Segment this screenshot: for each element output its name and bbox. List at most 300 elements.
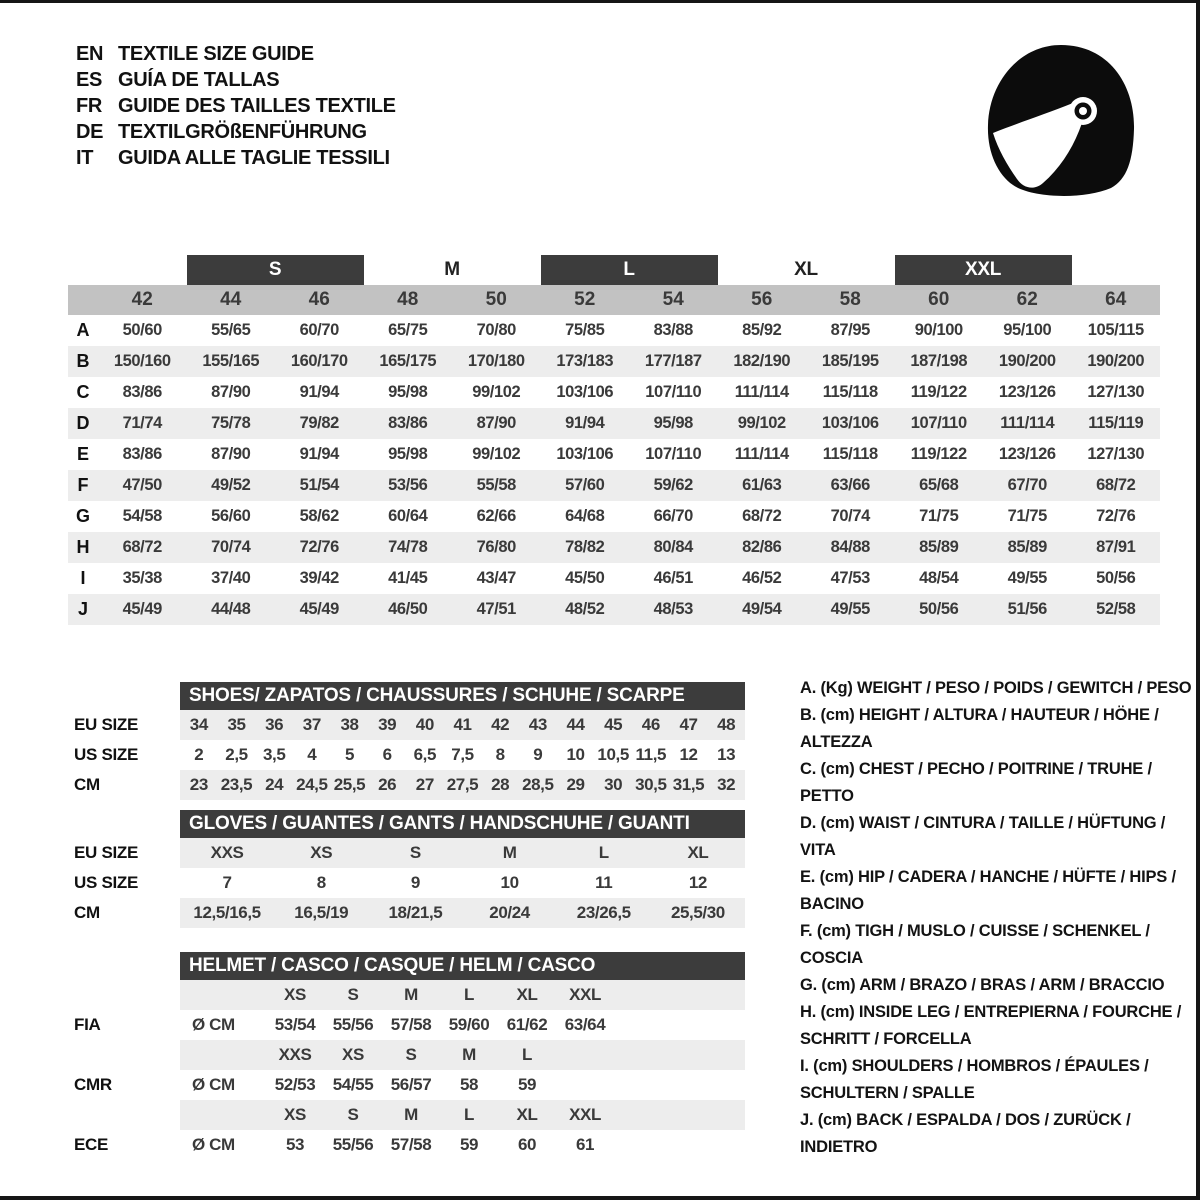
size-value: M <box>404 1105 418 1124</box>
size-value: 62/66 <box>476 507 516 525</box>
size-value: 38 <box>340 715 359 734</box>
size-value: 68/72 <box>1096 476 1136 494</box>
size-group-xxl: XXL <box>895 255 1072 285</box>
row-cells <box>180 868 745 898</box>
size-value: L <box>464 985 474 1004</box>
numeric-size: 42 <box>131 289 153 310</box>
size-value: 82/86 <box>742 538 782 556</box>
row-label: EU SIZE <box>74 843 139 862</box>
size-value: 119/122 <box>910 445 967 463</box>
table-row <box>68 1100 745 1130</box>
size-value: L <box>464 1105 474 1124</box>
size-value: 71/75 <box>1007 507 1047 525</box>
size-value: 95/98 <box>388 383 428 401</box>
shoes-table-title: SHOES/ ZAPATOS / CHAUSSURES / SCHUHE / SCARPE <box>180 682 745 710</box>
size-value: 71/75 <box>919 507 959 525</box>
size-value: 79/82 <box>299 414 339 432</box>
size-value: 75/85 <box>565 321 605 339</box>
size-value: 115/118 <box>822 445 878 463</box>
size-value: 107/110 <box>645 445 702 463</box>
size-value: 3,5 <box>262 745 286 764</box>
size-value: 31,5 <box>672 775 705 794</box>
row-label: US SIZE <box>74 745 139 764</box>
size-value: 43 <box>528 715 547 734</box>
size-value: 34 <box>189 715 208 734</box>
size-value: S <box>405 1045 417 1064</box>
size-value: 70/74 <box>211 538 251 556</box>
size-value: 150/160 <box>113 352 171 370</box>
size-value: 46/52 <box>742 569 782 587</box>
size-value: 23,5 <box>220 775 253 794</box>
size-value: 11 <box>595 873 613 892</box>
size-value: 10,5 <box>597 745 629 764</box>
size-value: S <box>347 1105 359 1124</box>
size-value: 90/100 <box>914 321 963 339</box>
size-value: 87/90 <box>211 445 251 463</box>
measurement-legend <box>800 675 1196 1161</box>
size-value: 95/98 <box>388 445 428 463</box>
size-value: 55/58 <box>476 476 516 494</box>
size-value: XL <box>516 985 538 1004</box>
size-value: 20/24 <box>489 903 530 922</box>
size-value: 43/47 <box>476 569 516 587</box>
size-value: 2,5 <box>225 745 248 764</box>
size-group-l: L <box>541 255 718 285</box>
numeric-size: 54 <box>662 289 684 310</box>
size-value: M <box>502 843 517 862</box>
size-value: 47/50 <box>122 476 162 494</box>
legend-item: G. (cm) ARM / BRAZO / BRAS / ARM / BRACCIO <box>800 976 1165 994</box>
page-title: GUIDE DES TAILLES TEXTILE <box>118 95 396 117</box>
unit-label: Ø CM <box>192 1135 235 1154</box>
size-value: 48 <box>717 715 736 734</box>
size-value: 40 <box>415 715 434 734</box>
shoes-size-table <box>68 682 745 800</box>
size-value: 8 <box>316 873 326 892</box>
size-value: 57/58 <box>390 1015 432 1034</box>
row-cells <box>180 838 745 868</box>
size-value: 35/38 <box>122 569 162 587</box>
size-value: 23/26,5 <box>576 903 631 922</box>
row-label: A <box>76 320 90 340</box>
racing-helmet-icon <box>978 37 1140 197</box>
size-value: 27,5 <box>446 775 479 794</box>
size-value: 68/72 <box>742 507 782 525</box>
size-value: 87/95 <box>830 321 870 339</box>
numeric-size: 62 <box>1016 289 1038 310</box>
page-title: TEXTILE SIZE GUIDE <box>118 43 314 65</box>
size-value: XXL <box>569 1105 601 1124</box>
row-label: C <box>76 382 90 402</box>
size-value: 53 <box>285 1135 305 1154</box>
size-value: 60/70 <box>299 321 339 339</box>
size-value: 46/51 <box>653 569 693 587</box>
size-value: 48/52 <box>565 600 605 618</box>
size-value: 190/200 <box>998 352 1056 370</box>
size-value: 91/94 <box>299 383 339 401</box>
size-group-header-row <box>68 255 1160 285</box>
row-label: B <box>76 351 90 371</box>
size-value: 30,5 <box>635 775 667 794</box>
size-value: 6 <box>382 745 392 764</box>
size-value: L <box>522 1045 532 1064</box>
size-value: 7 <box>222 873 232 892</box>
size-value: 45 <box>604 715 623 734</box>
table-row <box>68 315 1160 346</box>
size-value: 28 <box>491 775 510 794</box>
size-value: 25,5/30 <box>670 903 725 922</box>
gloves-rows <box>68 838 745 928</box>
size-value: XS <box>342 1045 364 1064</box>
size-value: 85/89 <box>919 538 959 556</box>
size-value: 10 <box>566 745 585 764</box>
size-value: 37 <box>302 715 321 734</box>
size-value: 56/57 <box>390 1075 432 1094</box>
size-value: XS <box>284 1105 306 1124</box>
size-value: 50/60 <box>122 321 162 339</box>
size-value: 27 <box>415 775 434 794</box>
page-title: GUÍA DE TALLAS <box>118 69 280 91</box>
table-row <box>68 532 1160 563</box>
size-value: 84/88 <box>830 538 870 556</box>
size-value: 75/78 <box>211 414 251 432</box>
language-code: ES <box>76 69 103 91</box>
size-value: 53/56 <box>388 476 428 494</box>
size-value: 49/52 <box>211 476 251 494</box>
row-label <box>68 1100 180 1130</box>
legend-item: F. (cm) TIGH / MUSLO / CUISSE / SCHENKEL / COSCIA <box>800 922 1150 967</box>
size-value: 64/68 <box>565 507 605 525</box>
size-value: 25,5 <box>333 775 366 794</box>
size-value: 59/62 <box>653 476 693 494</box>
size-value: 63/64 <box>564 1015 606 1034</box>
size-value: 70/74 <box>830 507 870 525</box>
language-title-row <box>76 119 396 145</box>
language-code: FR <box>76 95 103 117</box>
unit-label: Ø CM <box>192 1015 235 1034</box>
size-value: 36 <box>265 715 284 734</box>
numeric-size: 52 <box>574 289 596 310</box>
size-value: 51/54 <box>299 476 339 494</box>
size-value: 103/106 <box>556 445 614 463</box>
size-value: 74/78 <box>388 538 428 556</box>
size-value: 42 <box>491 715 510 734</box>
size-value: 7,5 <box>451 745 474 764</box>
size-value: 85/89 <box>1007 538 1047 556</box>
numeric-size: 58 <box>839 289 861 310</box>
size-value: 111/114 <box>734 445 789 463</box>
shoes-rows <box>68 710 745 800</box>
size-value: 39 <box>378 715 397 734</box>
language-code: EN <box>76 43 104 65</box>
table-row <box>68 470 1160 501</box>
row-cells <box>180 898 745 928</box>
size-value: S <box>347 985 359 1004</box>
row-cells <box>180 770 745 800</box>
numeric-size: 56 <box>751 289 773 310</box>
size-value: 9 <box>533 745 543 764</box>
size-value: 47/53 <box>830 569 870 587</box>
size-value: 119/122 <box>910 383 967 401</box>
size-value: 56/60 <box>211 507 251 525</box>
size-value: 85/92 <box>742 321 782 339</box>
size-value: 45/49 <box>122 600 162 618</box>
size-value: 9 <box>410 873 420 892</box>
legend-item: E. (cm) HIP / CADERA / HANCHE / HÜFTE / HIPS / BACINO <box>800 868 1176 913</box>
gloves-table-title: GLOVES / GUANTES / GANTS / HANDSCHUHE / GUANTI <box>180 810 745 838</box>
row-cells <box>180 1070 745 1100</box>
numeric-size: 60 <box>928 289 950 310</box>
size-value: 127/130 <box>1087 445 1145 463</box>
size-value: 155/165 <box>202 352 260 370</box>
size-value: XL <box>687 843 709 862</box>
table-row <box>68 980 745 1010</box>
size-value: 46/50 <box>388 600 428 618</box>
size-value: 55/65 <box>211 321 251 339</box>
size-value: 173/183 <box>556 352 614 370</box>
size-value: 70/80 <box>476 321 516 339</box>
table-row <box>68 1040 745 1070</box>
size-value: 115/119 <box>1088 414 1144 432</box>
row-cells <box>180 1100 745 1130</box>
size-value: 57/58 <box>390 1135 432 1154</box>
size-value: 63/66 <box>830 476 870 494</box>
size-value: 65/75 <box>388 321 428 339</box>
size-value: 87/90 <box>476 414 516 432</box>
size-value: 177/187 <box>644 352 702 370</box>
size-value: 66/70 <box>653 507 693 525</box>
size-value: 61/62 <box>506 1015 548 1034</box>
legend-item: H. (cm) INSIDE LEG / ENTREPIERNA / FOURCHE / SCHRITT / FORCELLA <box>800 1003 1182 1048</box>
table-row <box>68 563 1160 594</box>
size-value: 49/54 <box>742 600 782 618</box>
size-value: 24 <box>265 775 284 794</box>
size-value: 41 <box>453 715 472 734</box>
size-group-xl: XL <box>794 259 818 280</box>
size-value: 52/53 <box>274 1075 316 1094</box>
size-value: 59 <box>517 1075 537 1094</box>
size-value: 60/64 <box>388 507 428 525</box>
size-value: 29 <box>566 775 585 794</box>
size-value: 111/114 <box>1000 414 1055 432</box>
row-label: F <box>77 475 89 495</box>
legend-item: I. (cm) SHOULDERS / HOMBROS / ÉPAULES / SCHULTERN / SPALLE <box>800 1057 1149 1102</box>
table-row <box>68 1070 745 1100</box>
row-label: CM <box>74 775 100 794</box>
textile-size-table <box>68 255 1160 625</box>
language-code: IT <box>76 147 94 169</box>
size-value: L <box>598 843 609 862</box>
table-row <box>68 1010 745 1040</box>
size-value: 68/72 <box>122 538 162 556</box>
size-value: 58 <box>459 1075 479 1094</box>
legend-item: C. (cm) CHEST / PECHO / POITRINE / TRUHE / PETTO <box>800 760 1152 805</box>
size-value: 170/180 <box>467 352 525 370</box>
numeric-size: 64 <box>1105 289 1127 310</box>
size-value: 48/54 <box>919 569 959 587</box>
size-value: 115/118 <box>822 383 878 401</box>
size-value: 47/51 <box>476 600 516 618</box>
table-row <box>68 770 745 800</box>
measurement-rows <box>68 315 1160 625</box>
numeric-size: 50 <box>485 289 507 310</box>
size-value: 55/56 <box>332 1135 374 1154</box>
language-title-row <box>76 67 396 93</box>
helmet-rows <box>68 980 745 1160</box>
table-row <box>68 346 1160 377</box>
size-value: 99/102 <box>472 383 521 401</box>
size-value: 6,5 <box>413 745 437 764</box>
row-label: CM <box>74 903 100 922</box>
size-value: 12 <box>679 745 698 764</box>
size-value: 49/55 <box>830 600 870 618</box>
legend-item: A. (Kg) WEIGHT / PESO / POIDS / GEWITCH / PESO <box>800 679 1192 697</box>
page-title: GUIDA ALLE TAGLIE TESSILI <box>118 147 390 169</box>
size-value: 83/86 <box>122 445 162 463</box>
size-value: 78/82 <box>565 538 605 556</box>
size-value: 49/55 <box>1007 569 1047 587</box>
size-group-s: S <box>187 255 364 285</box>
helmet-table-title: HELMET / CASCO / CASQUE / HELM / CASCO <box>180 952 745 980</box>
size-value: XS <box>310 843 333 862</box>
size-value: 50/56 <box>1096 569 1136 587</box>
language-title-list <box>76 41 396 171</box>
size-value: M <box>404 985 418 1004</box>
language-title-row <box>76 41 396 67</box>
size-value: 41/45 <box>388 569 428 587</box>
size-value: 80/84 <box>653 538 693 556</box>
size-value: 61/63 <box>742 476 782 494</box>
table-row <box>68 594 1160 625</box>
size-value: 5 <box>344 745 355 764</box>
row-label <box>68 980 180 1010</box>
size-value: 105/115 <box>1087 321 1144 339</box>
size-value: 185/195 <box>821 352 879 370</box>
table-row <box>68 377 1160 408</box>
table-row <box>68 501 1160 532</box>
size-value: 91/94 <box>565 414 605 432</box>
row-label: E <box>76 444 89 464</box>
size-value: 2 <box>194 745 204 764</box>
row-cells <box>180 1010 745 1040</box>
size-value: 44 <box>566 715 585 734</box>
size-value: 55/56 <box>332 1015 374 1034</box>
row-label: FIA <box>74 1015 101 1034</box>
size-value: 10 <box>500 873 519 892</box>
row-cells <box>180 1130 745 1160</box>
size-value: 72/76 <box>1096 507 1136 525</box>
row-cells <box>180 710 745 740</box>
table-row <box>68 1130 745 1160</box>
legend-item: B. (cm) HEIGHT / ALTURA / HAUTEUR / HÖHE / ALTEZZA <box>800 706 1159 751</box>
size-value: XXS <box>278 1045 312 1064</box>
table-row <box>68 898 745 928</box>
size-value: 54/58 <box>122 507 162 525</box>
row-label: J <box>77 599 88 619</box>
row-label: G <box>75 506 90 526</box>
helmet-size-table <box>68 952 745 1160</box>
size-value: 12 <box>688 873 707 892</box>
size-value: 59 <box>459 1135 479 1154</box>
language-title-row <box>76 145 396 171</box>
size-value: 28,5 <box>522 775 554 794</box>
row-label: CMR <box>74 1075 112 1094</box>
size-value: 127/130 <box>1087 383 1145 401</box>
size-group-m: M <box>444 259 460 280</box>
size-value: 8 <box>495 745 505 764</box>
numeric-size-row <box>68 285 1160 315</box>
size-value: 23 <box>189 775 208 794</box>
legend-item: D. (cm) WAIST / CINTURA / TAILLE / HÜFTUNG / VITA <box>800 814 1166 859</box>
size-value: 18/21,5 <box>388 903 443 922</box>
size-value: 182/190 <box>733 352 791 370</box>
size-value: 32 <box>717 775 736 794</box>
row-label: I <box>80 568 86 588</box>
size-value: 111/114 <box>734 383 789 401</box>
size-value: 4 <box>307 745 317 764</box>
size-value: 103/106 <box>556 383 614 401</box>
size-value: 51/56 <box>1007 600 1047 618</box>
size-value: 54/55 <box>332 1075 374 1094</box>
size-value: 87/90 <box>211 383 251 401</box>
row-label: ECE <box>74 1135 109 1154</box>
row-cells <box>180 980 745 1010</box>
size-value: 71/74 <box>122 414 162 432</box>
size-value: 95/100 <box>1003 321 1052 339</box>
language-title-row <box>76 93 396 119</box>
size-value: 46 <box>641 715 660 734</box>
size-value: 107/110 <box>910 414 967 432</box>
size-value: 72/76 <box>299 538 339 556</box>
row-label: US SIZE <box>74 873 139 892</box>
size-value: 123/126 <box>998 383 1056 401</box>
row-label <box>68 1040 180 1070</box>
table-row <box>68 408 1160 439</box>
size-value: 26 <box>378 775 397 794</box>
size-value: 47 <box>679 715 698 734</box>
size-value: 83/88 <box>653 321 693 339</box>
size-value: 11,5 <box>635 745 667 764</box>
table-row <box>68 740 745 770</box>
size-value: 95/98 <box>653 414 693 432</box>
size-value: 37/40 <box>211 569 251 587</box>
gloves-size-table <box>68 810 745 928</box>
size-value: 24,5 <box>296 775 328 794</box>
size-value: 53/54 <box>274 1015 316 1034</box>
size-value: 190/200 <box>1087 352 1145 370</box>
table-row <box>68 838 745 868</box>
size-value: 12,5/16,5 <box>193 903 261 922</box>
size-value: 16,5/19 <box>294 903 349 922</box>
size-value: 87/91 <box>1096 538 1136 556</box>
size-value: 83/86 <box>388 414 428 432</box>
size-value: M <box>462 1045 476 1064</box>
size-value: 160/170 <box>290 352 348 370</box>
size-value: 76/80 <box>476 538 516 556</box>
size-value: 59/60 <box>448 1015 490 1034</box>
page-title: TEXTILGRÖßENFÜHRUNG <box>118 121 367 143</box>
size-value: 107/110 <box>645 383 702 401</box>
size-value: 165/175 <box>379 352 437 370</box>
row-label: EU SIZE <box>74 715 139 734</box>
size-value: 35 <box>227 715 246 734</box>
size-value: 99/102 <box>737 414 786 432</box>
size-value: 99/102 <box>472 445 521 463</box>
table-row <box>68 710 745 740</box>
size-value: 91/94 <box>299 445 339 463</box>
size-value: 187/198 <box>910 352 968 370</box>
table-row <box>68 868 745 898</box>
